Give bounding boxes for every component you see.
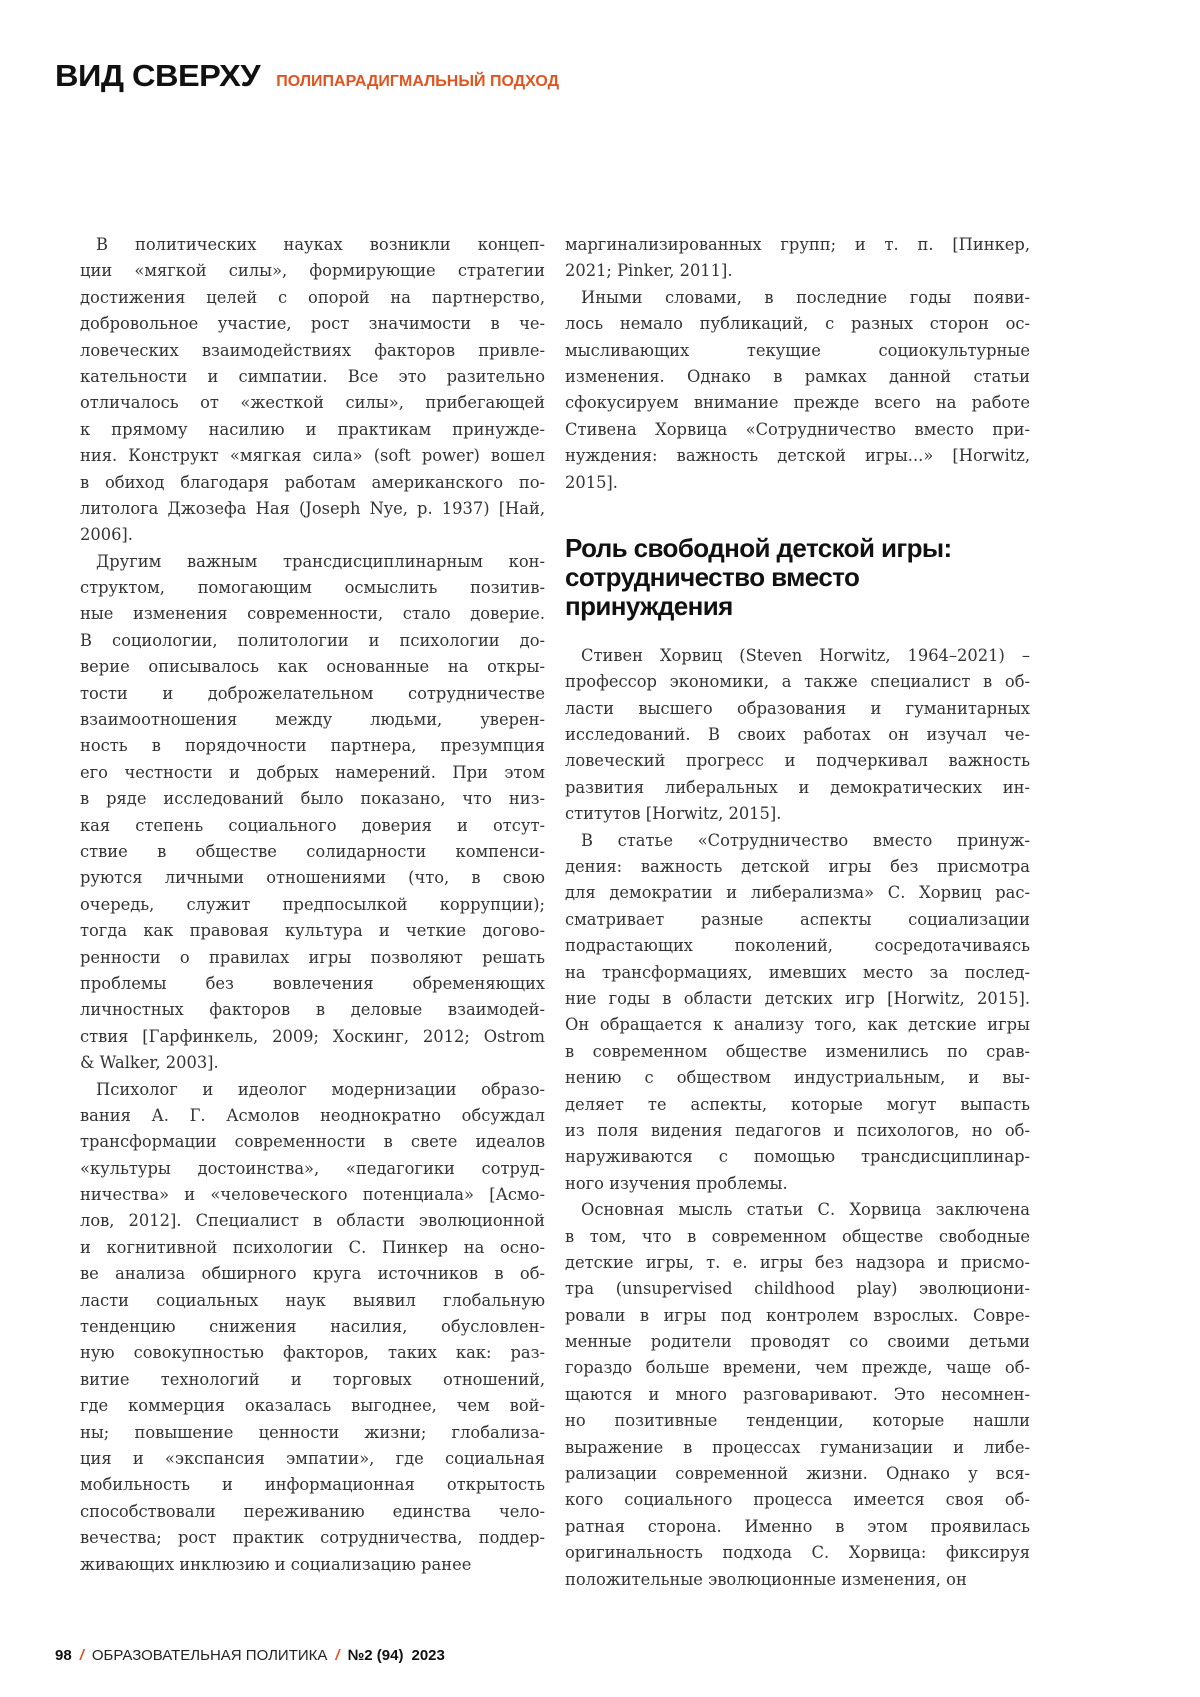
text-line: ние годы в области детских игр [Horwitz, 2015].: [565, 986, 1030, 1012]
text-line: кого социального процесса имеется своя об-: [565, 1487, 1030, 1513]
text-line: Стивена Хорвица «Сотрудничество вместо при-: [565, 417, 1030, 443]
text-line: ничества» и «человеческого потенциала» [Асмо-: [80, 1182, 545, 1208]
text-line: мобильность и информационная открытость: [80, 1472, 545, 1498]
text-line: ную совокупностью факторов, таких как: раз-: [80, 1340, 545, 1366]
paragraph: [80, 1077, 545, 1578]
left-column: [80, 232, 545, 1578]
text-line: 2021; Pinker, 2011].: [565, 258, 1030, 284]
text-line: сфокусируем внимание прежде всего на работе: [565, 390, 1030, 416]
text-line: маргинализированных групп; и т. п. [Пинкер,: [565, 232, 1030, 258]
text-line: способствовали переживанию единства чело-: [80, 1499, 545, 1525]
text-line: мысливающих текущие социокультурные: [565, 338, 1030, 364]
text-line: нению с обществом индустриальным, и вы-: [565, 1065, 1030, 1091]
section-title: ВИД СВЕРХУ: [55, 58, 260, 94]
slash-divider: /: [80, 1647, 84, 1664]
text-line: на трансформациях, имевших место за послед-: [565, 960, 1030, 986]
page-number: 98: [55, 1647, 72, 1664]
text-line: исследований. В своих работах он изучал че-: [565, 722, 1030, 748]
text-line: изменения. Однако в рамках данной статьи: [565, 364, 1030, 390]
text-line: личностных факторов в деловые взаимодей-: [80, 997, 545, 1023]
page-footer: [55, 1647, 445, 1664]
paragraph: [565, 828, 1030, 1197]
text-line: проблемы без вовлечения обременяющих: [80, 971, 545, 997]
text-line: Иными словами, в последние годы появи-: [565, 285, 1030, 311]
text-line: структом, помогающим осмыслить позитив-: [80, 575, 545, 601]
text-line: лось немало публикаций, с разных сторон ос-: [565, 311, 1030, 337]
paragraph: [565, 285, 1030, 496]
text-line: из поля видения педагогов и психологов, но об-: [565, 1118, 1030, 1144]
text-line: выражение в процессах гуманизации и либе-: [565, 1435, 1030, 1461]
text-line: 2006].: [80, 522, 545, 548]
text-line: тенденцию снижения насилия, обусловлен-: [80, 1314, 545, 1340]
text-line: ция и «экспансия эмпатии», где социальная: [80, 1446, 545, 1472]
text-line: оригинальность подхода С. Хорвица: фиксируя: [565, 1540, 1030, 1566]
text-line: тогда как правовая культура и четкие догово-: [80, 918, 545, 944]
text-line: ласти высшего образования и гуманитарных: [565, 696, 1030, 722]
text-line: ния. Конструкт «мягкая сила» (soft power) вошел: [80, 443, 545, 469]
paragraph: [80, 232, 545, 549]
text-line: руются личными отношениями (что, в свою: [80, 865, 545, 891]
subsection-title: ПОЛИПАРАДИГМАЛЬНЫЙ ПОДХОД: [276, 73, 559, 91]
text-line: вечества; рост практик сотрудничества, поддер-: [80, 1525, 545, 1551]
text-line: & Walker, 2003].: [80, 1050, 545, 1076]
text-line: в обиход благодаря работам американского по-: [80, 470, 545, 496]
text-line: менные родители проводят со своими детьми: [565, 1329, 1030, 1355]
text-line: в ряде исследований было показано, что низ-: [80, 786, 545, 812]
text-line: ве анализа обширного круга источников в об-: [80, 1261, 545, 1287]
text-line: ствие в обществе солидарности компенси-: [80, 839, 545, 865]
text-line: витие технологий и торговых отношений,: [80, 1367, 545, 1393]
paragraph: [565, 1197, 1030, 1593]
text-line: гораздо больше времени, чем прежде, чаще об-: [565, 1355, 1030, 1381]
text-line: Психолог и идеолог модернизации образо-: [80, 1077, 545, 1103]
text-line: ловеческий прогресс и подчеркивал важность: [565, 748, 1030, 774]
text-line: 2015].: [565, 470, 1030, 496]
paragraph: [80, 549, 545, 1077]
text-line: живающих инклюзию и социализацию ранее: [80, 1552, 545, 1578]
text-line: ные изменения современности, стало доверие.: [80, 601, 545, 627]
text-line: сматривает разные аспекты социализации: [565, 907, 1030, 933]
running-header: [55, 58, 559, 94]
text-line: его честности и добрых намерений. При этом: [80, 760, 545, 786]
right-column: [565, 232, 1030, 1593]
text-line: Он обращается к анализу того, как детские игры: [565, 1012, 1030, 1038]
heading-line: сотрудничество вместо принуждения: [565, 563, 1030, 621]
text-line: в том, что в современном обществе свободные: [565, 1224, 1030, 1250]
text-line: развития либеральных и демократических ин-: [565, 775, 1030, 801]
text-line: литолога Джозефа Ная (Joseph Nye, р. 1937) [Най,: [80, 496, 545, 522]
text-line: подрастающих поколений, сосредотачиваясь: [565, 933, 1030, 959]
text-line: кательности и симпатии. Все это разительно: [80, 364, 545, 390]
text-line: наруживаются с помощью трансдисциплинар-: [565, 1144, 1030, 1170]
text-line: но позитивные тенденции, которые нашли: [565, 1408, 1030, 1434]
text-line: отличалось от «жесткой силы», прибегающей: [80, 390, 545, 416]
paragraph: [565, 643, 1030, 828]
text-line: Стивен Хорвиц (Steven Horwitz, 1964–2021) –: [565, 643, 1030, 669]
journal-name: ОБРАЗОВАТЕЛЬНАЯ ПОЛИТИКА: [92, 1647, 328, 1664]
text-line: В статье «Сотрудничество вместо принуж-: [565, 828, 1030, 854]
text-line: профессор экономики, а также специалист в об-: [565, 669, 1030, 695]
text-line: тости и доброжелательном сотрудничестве: [80, 681, 545, 707]
text-line: к прямому насилию и практикам принужде-: [80, 417, 545, 443]
text-line: взаимоотношения между людьми, уверен-: [80, 707, 545, 733]
text-line: кая степень социального доверия и отсут-: [80, 813, 545, 839]
text-line: где коммерция оказалась выгоднее, чем вой-: [80, 1393, 545, 1419]
text-line: ратная сторона. Именно в этом проявилась: [565, 1514, 1030, 1540]
text-line: Основная мысль статьи С. Хорвица заключена: [565, 1197, 1030, 1223]
text-line: дения: важность детской игры без присмотра: [565, 854, 1030, 880]
text-line: трансформации современности в свете идеалов: [80, 1129, 545, 1155]
text-line: ствия [Гарфинкель, 2009; Хоскинг, 2012; Ostrom: [80, 1024, 545, 1050]
text-line: для демократии и либерализма» С. Хорвиц рас-: [565, 880, 1030, 906]
text-line: ность в порядочности партнера, презумпция: [80, 733, 545, 759]
issue-year: 2023: [411, 1647, 444, 1664]
text-line: очередь, служит предпосылкой коррупции);: [80, 892, 545, 918]
text-line: достижения целей с опорой на партнерство,: [80, 285, 545, 311]
text-line: «культуры достоинства», «педагогики сотруд-: [80, 1156, 545, 1182]
text-line: ловеческих взаимодействиях факторов привле-: [80, 338, 545, 364]
text-line: положительные эволюционные изменения, он: [565, 1567, 1030, 1593]
text-line: и когнитивной психологии С. Пинкер на осно-: [80, 1235, 545, 1261]
paragraph: [565, 232, 1030, 285]
text-line: в современном обществе изменились по срав-: [565, 1039, 1030, 1065]
text-line: В политических науках возникли концеп-: [80, 232, 545, 258]
text-line: ного изучения проблемы.: [565, 1171, 1030, 1197]
text-line: ровали в игры под контролем взрослых. Совре-: [565, 1303, 1030, 1329]
issue-number: №2 (94): [348, 1647, 404, 1664]
article-section-heading: [565, 534, 1030, 621]
text-line: ции «мягкой силы», формирующие стратегии: [80, 258, 545, 284]
text-line: ласти социальных наук выявил глобальную: [80, 1288, 545, 1314]
text-line: верие описывалось как основанные на откры-: [80, 654, 545, 680]
slash-divider: /: [335, 1647, 339, 1664]
text-line: В социологии, политологии и психологии до-: [80, 628, 545, 654]
text-line: тра (unsupervised childhood play) эволюциони-: [565, 1276, 1030, 1302]
text-line: деляет те аспекты, которые могут выпасть: [565, 1092, 1030, 1118]
text-line: рализации современной жизни. Однако у вся-: [565, 1461, 1030, 1487]
text-line: нуждения: важность детской игры...» [Horwitz,: [565, 443, 1030, 469]
text-line: Другим важным трансдисциплинарным кон-: [80, 549, 545, 575]
text-line: ренности о правилах игры позволяют решать: [80, 945, 545, 971]
text-line: детские игры, т. е. игры без надзора и присмо-: [565, 1250, 1030, 1276]
text-line: лов, 2012]. Специалист в области эволюционной: [80, 1208, 545, 1234]
heading-line: Роль свободной детской игры:: [565, 534, 1030, 563]
text-line: ститутов [Horwitz, 2015].: [565, 801, 1030, 827]
text-line: вания А. Г. Асмолов неоднократно обсуждал: [80, 1103, 545, 1129]
text-line: щаются и много разговаривают. Это несомнен-: [565, 1382, 1030, 1408]
text-line: добровольное участие, рост значимости в че-: [80, 311, 545, 337]
text-line: ны; повышение ценности жизни; глобализа-: [80, 1420, 545, 1446]
